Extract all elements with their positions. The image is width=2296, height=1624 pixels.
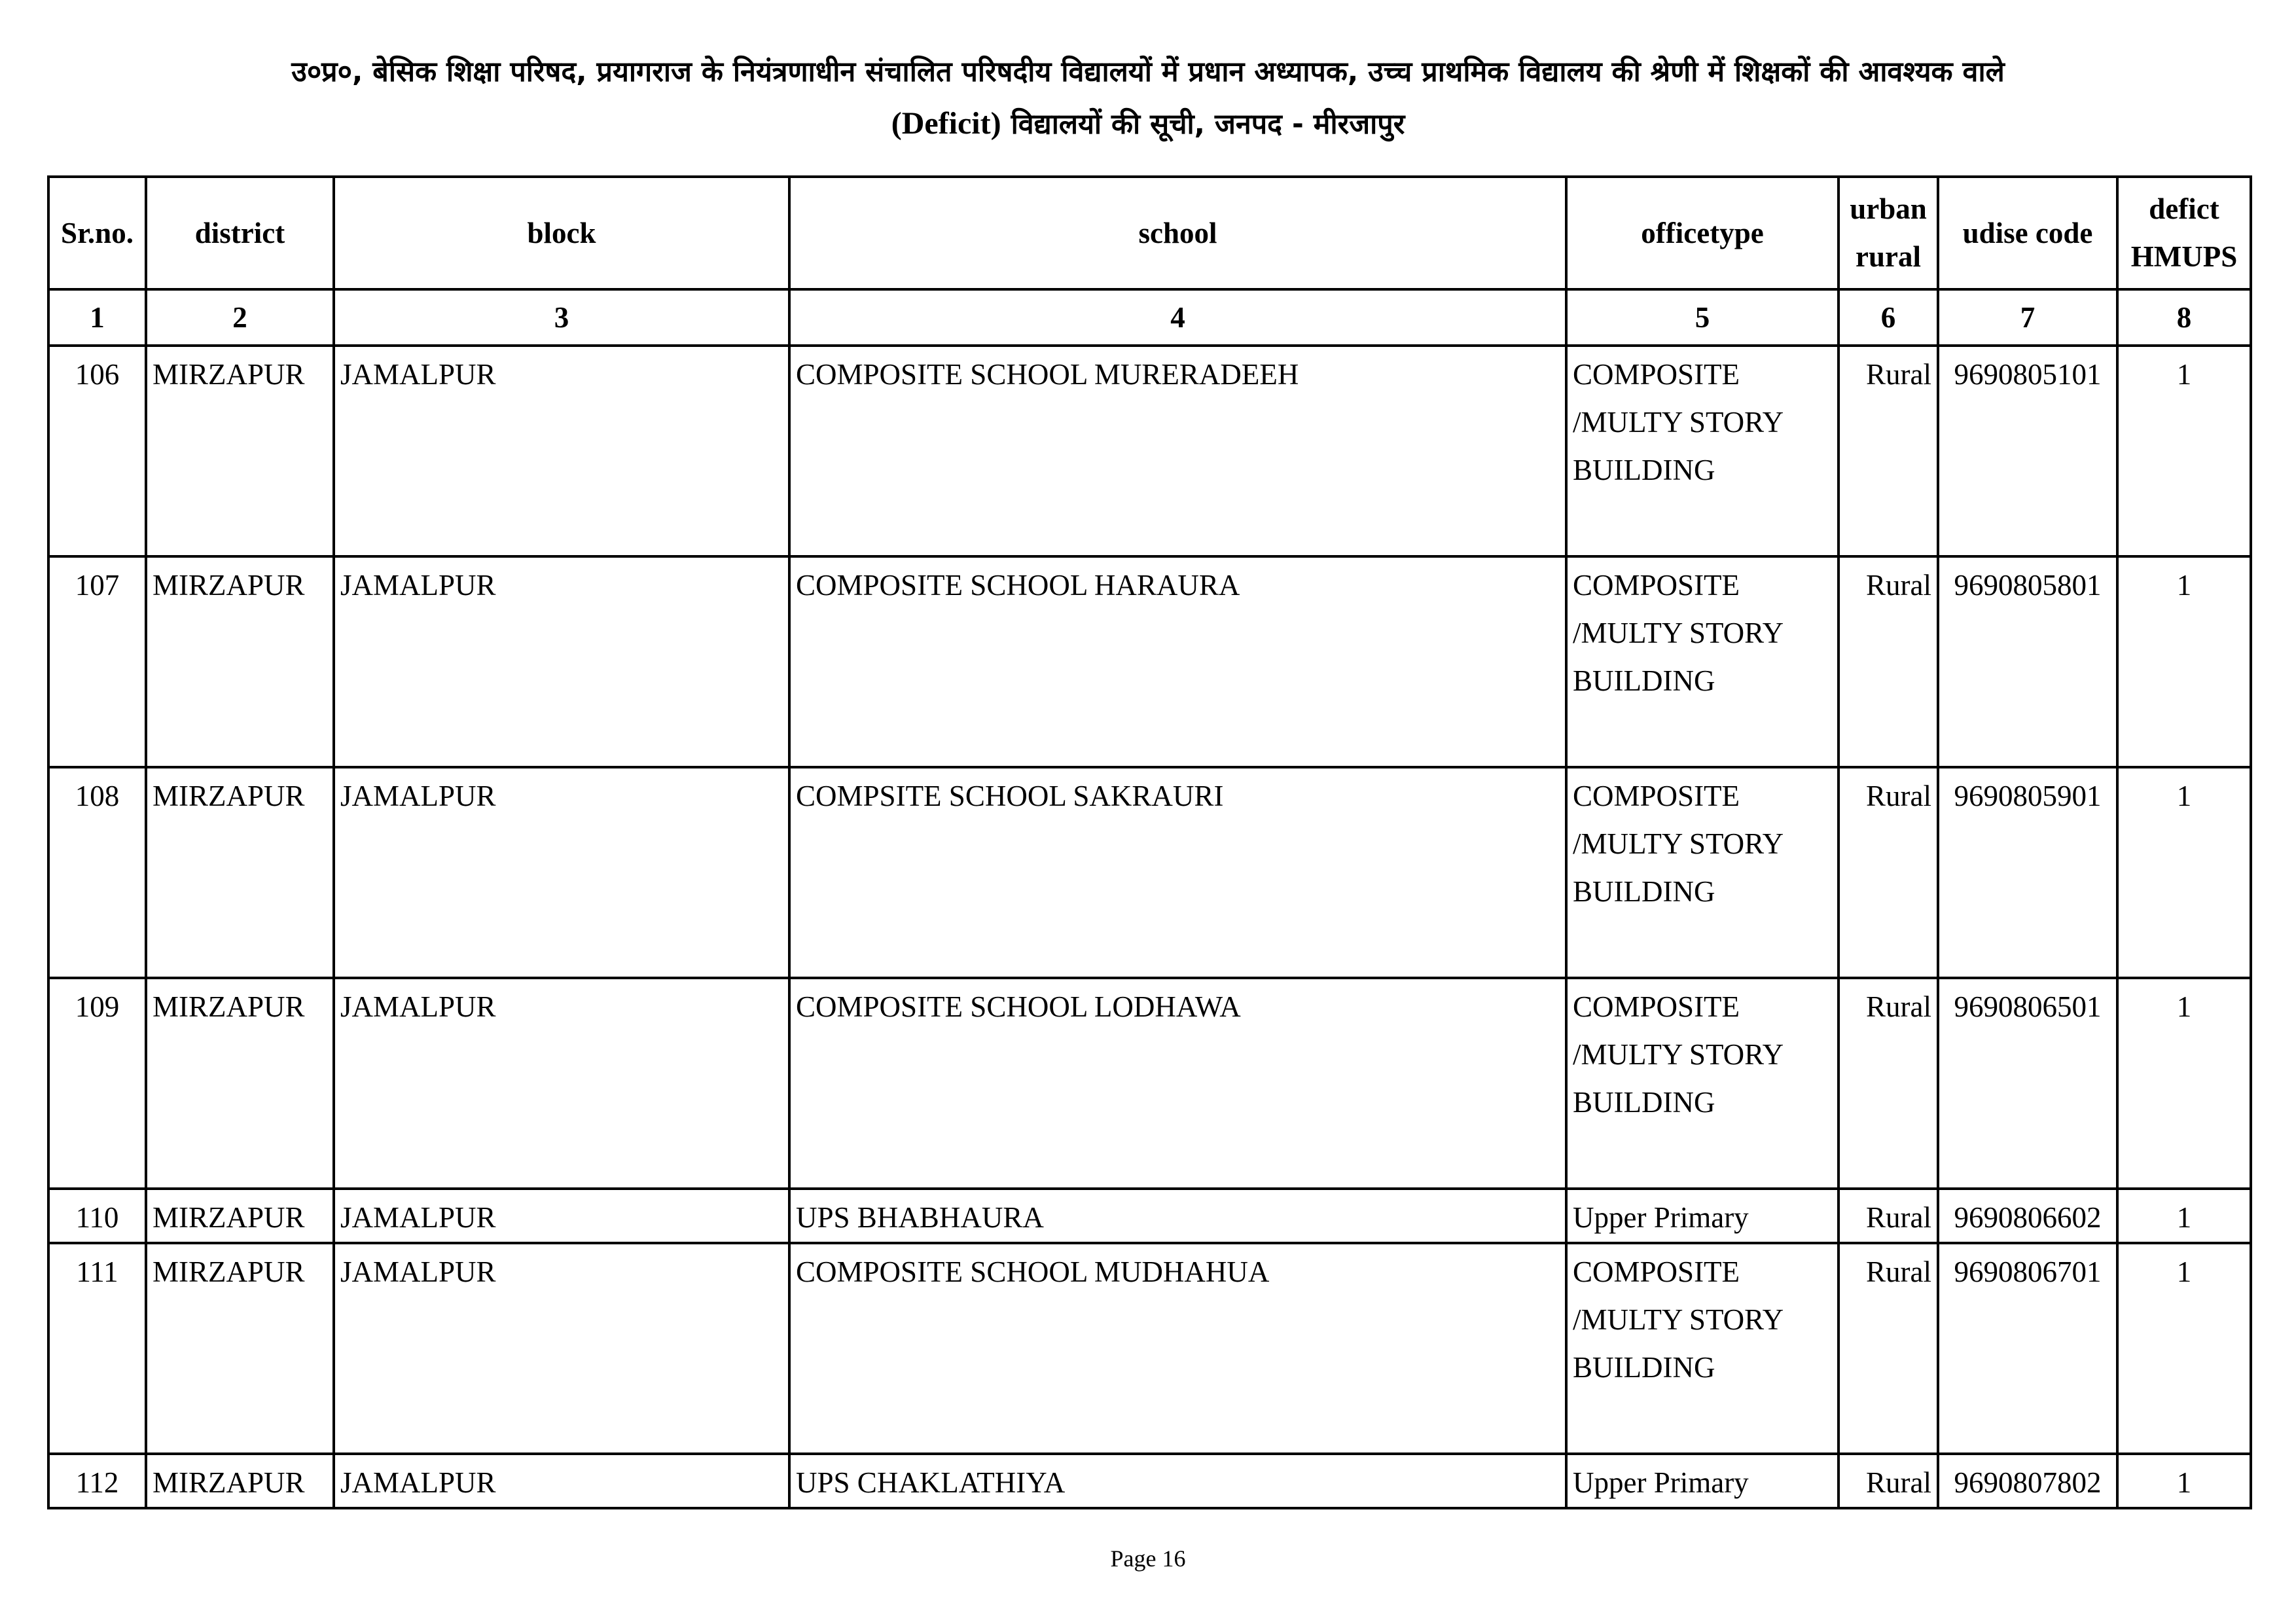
- column-number: 2: [146, 289, 334, 346]
- cell-block: JAMALPUR: [334, 1454, 789, 1508]
- table-row: [48, 556, 2251, 767]
- header-school: school: [789, 177, 1566, 289]
- title-line-2-text: विद्यालयों की सूची, जनपद - मीरजापुर: [1001, 108, 1405, 141]
- cell-district: MIRZAPUR: [146, 1454, 334, 1508]
- cell-officetype: COMPOSITE /MULTY STORY BUILDING: [1566, 346, 1839, 556]
- cell-deficit: 1: [2117, 1454, 2251, 1508]
- header-district: district: [146, 177, 334, 289]
- table-row: [48, 1243, 2251, 1454]
- column-number: 4: [789, 289, 1566, 346]
- cell-block: JAMALPUR: [334, 346, 789, 556]
- cell-school: COMPSITE SCHOOL SAKRAURI: [789, 767, 1566, 978]
- header-udise-code: udise code: [1938, 177, 2117, 289]
- cell-sr-no: 109: [48, 978, 146, 1189]
- cell-school: COMPOSITE SCHOOL MUDHAHUA: [789, 1243, 1566, 1454]
- cell-udise-code: 9690806501: [1938, 978, 2117, 1189]
- cell-urban-rural: Rural: [1839, 978, 1938, 1189]
- cell-school: UPS CHAKLATHIYA: [789, 1454, 1566, 1508]
- column-number: 5: [1566, 289, 1839, 346]
- cell-deficit: 1: [2117, 767, 2251, 978]
- cell-district: MIRZAPUR: [146, 556, 334, 767]
- cell-sr-no: 111: [48, 1243, 146, 1454]
- cell-school: UPS BHABHAURA: [789, 1189, 1566, 1243]
- column-number: 1: [48, 289, 146, 346]
- column-number: 6: [1839, 289, 1938, 346]
- cell-school: COMPOSITE SCHOOL HARAURA: [789, 556, 1566, 767]
- cell-sr-no: 107: [48, 556, 146, 767]
- cell-block: JAMALPUR: [334, 978, 789, 1189]
- cell-urban-rural: Rural: [1839, 556, 1938, 767]
- cell-udise-code: 9690806701: [1938, 1243, 2117, 1454]
- table-row: [48, 767, 2251, 978]
- cell-deficit: 1: [2117, 978, 2251, 1189]
- header-sr-no: Sr.no.: [48, 177, 146, 289]
- cell-school: COMPOSITE SCHOOL LODHAWA: [789, 978, 1566, 1189]
- cell-sr-no: 106: [48, 346, 146, 556]
- cell-officetype: Upper Primary: [1566, 1189, 1839, 1243]
- header-block: block: [334, 177, 789, 289]
- cell-sr-no: 112: [48, 1454, 146, 1508]
- cell-district: MIRZAPUR: [146, 1243, 334, 1454]
- document-title-line-2: [0, 103, 2296, 142]
- cell-udise-code: 9690805801: [1938, 556, 2117, 767]
- table-row: [48, 346, 2251, 556]
- cell-block: JAMALPUR: [334, 1243, 789, 1454]
- cell-urban-rural: Rural: [1839, 346, 1938, 556]
- cell-sr-no: 108: [48, 767, 146, 978]
- cell-sr-no: 110: [48, 1189, 146, 1243]
- column-number-row: [48, 289, 2251, 346]
- cell-udise-code: 9690805901: [1938, 767, 2117, 978]
- cell-officetype: Upper Primary: [1566, 1454, 1839, 1508]
- cell-district: MIRZAPUR: [146, 346, 334, 556]
- header-row: [48, 177, 2251, 289]
- cell-officetype: COMPOSITE /MULTY STORY BUILDING: [1566, 767, 1839, 978]
- cell-urban-rural: Rural: [1839, 1243, 1938, 1454]
- table-row: [48, 1189, 2251, 1243]
- cell-school: COMPOSITE SCHOOL MURERADEEH: [789, 346, 1566, 556]
- cell-urban-rural: Rural: [1839, 1454, 1938, 1508]
- cell-block: JAMALPUR: [334, 1189, 789, 1243]
- column-number: 8: [2117, 289, 2251, 346]
- column-number: 7: [1938, 289, 2117, 346]
- cell-udise-code: 9690807802: [1938, 1454, 2117, 1508]
- cell-officetype: COMPOSITE /MULTY STORY BUILDING: [1566, 556, 1839, 767]
- header-deficit-hmups: defict HMUPS: [2117, 177, 2251, 289]
- cell-urban-rural: Rural: [1839, 1189, 1938, 1243]
- page-number: Page 16: [1110, 1545, 1186, 1572]
- table-row: [48, 978, 2251, 1189]
- cell-officetype: COMPOSITE /MULTY STORY BUILDING: [1566, 1243, 1839, 1454]
- cell-district: MIRZAPUR: [146, 767, 334, 978]
- table-row: [48, 1454, 2251, 1508]
- cell-district: MIRZAPUR: [146, 1189, 334, 1243]
- header-officetype: officetype: [1566, 177, 1839, 289]
- cell-district: MIRZAPUR: [146, 978, 334, 1189]
- title-deficit-term: (Deficit): [891, 106, 1001, 141]
- cell-udise-code: 9690805101: [1938, 346, 2117, 556]
- cell-block: JAMALPUR: [334, 556, 789, 767]
- cell-urban-rural: Rural: [1839, 767, 1938, 978]
- cell-udise-code: 9690806602: [1938, 1189, 2117, 1243]
- cell-officetype: COMPOSITE /MULTY STORY BUILDING: [1566, 978, 1839, 1189]
- cell-deficit: 1: [2117, 1243, 2251, 1454]
- deficit-schools-table: [47, 175, 2252, 1509]
- header-urban-rural: urban rural: [1839, 177, 1938, 289]
- document-title-line-1: उ०प्र०, बेसिक शिक्षा परिषद, प्रयागराज के नियंत्रणाधीन संचालित परिषदीय विद्यालयों में प्रधान अध्यापक, उच्च प्राथमिक विद्यालय की श्रेणी में शिक्षकों की आवश्यक वाले: [291, 56, 2005, 88]
- column-number: 3: [334, 289, 789, 346]
- cell-deficit: 1: [2117, 556, 2251, 767]
- cell-block: JAMALPUR: [334, 767, 789, 978]
- cell-deficit: 1: [2117, 346, 2251, 556]
- cell-deficit: 1: [2117, 1189, 2251, 1243]
